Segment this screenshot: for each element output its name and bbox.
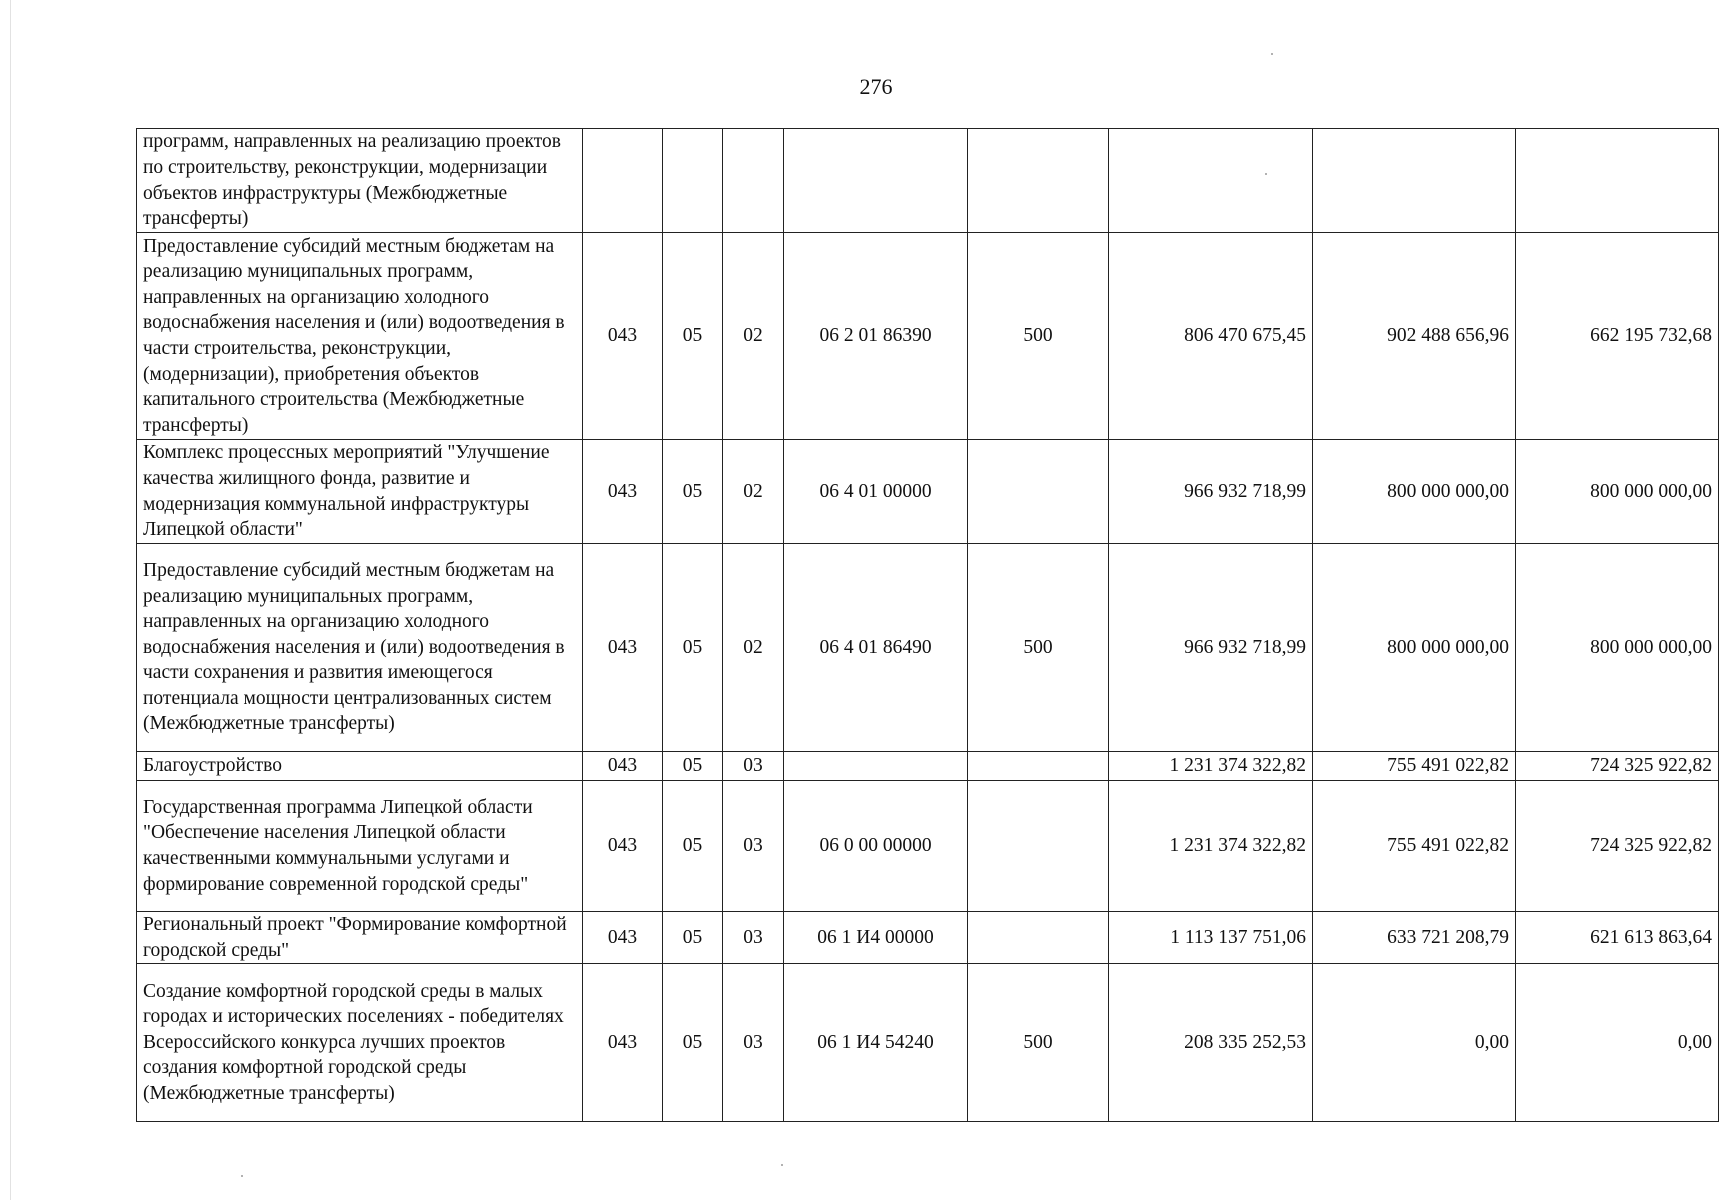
item-name: Предоставление субсидий местным бюджетам на реализацию муниципальных программ, направленных на организацию холодного водоснабжения населения и (или) водоотведения в части строительства, реконструкции, (модернизации), приобретения объектов капитального строительства (Межбюджетные трансферты) (137, 233, 583, 440)
subsection-code: 03 (723, 752, 784, 781)
target-article-code: 06 1 И4 00000 (784, 912, 968, 964)
scan-speck (1265, 173, 1267, 175)
ministry-code: 043 (583, 233, 663, 440)
amount-year-1: 1 231 374 322,82 (1109, 752, 1313, 781)
subsection-code: 02 (723, 233, 784, 440)
target-article-code: 06 1 И4 54240 (784, 964, 968, 1122)
item-name: Региональный проект "Формирование комфортной городской среды" (137, 912, 583, 964)
ministry-code: 043 (583, 440, 663, 544)
table-row (137, 964, 1719, 1122)
amount-year-3: 724 325 922,82 (1516, 781, 1719, 912)
budget-table (136, 128, 1719, 1122)
target-article-code (784, 129, 968, 233)
expense-type-code (968, 440, 1109, 544)
subsection-code: 03 (723, 964, 784, 1122)
item-name: Благоустройство (137, 752, 583, 781)
subsection-code: 03 (723, 781, 784, 912)
target-article-code (784, 752, 968, 781)
table-row (137, 752, 1719, 781)
item-name: Предоставление субсидий местным бюджетам на реализацию муниципальных программ, направленных на организацию холодного водоснабжения населения и (или) водоотведения в части сохранения и развития имеющегося потенциала мощности централизованных систем (Межбюджетные трансферты) (137, 544, 583, 752)
amount-year-3: 621 613 863,64 (1516, 912, 1719, 964)
page-edge (10, 0, 11, 1200)
section-code: 05 (663, 912, 723, 964)
amount-year-2: 0,00 (1313, 964, 1516, 1122)
amount-year-3 (1516, 129, 1719, 233)
amount-year-1 (1109, 129, 1313, 233)
amount-year-3: 724 325 922,82 (1516, 752, 1719, 781)
section-code: 05 (663, 964, 723, 1122)
section-code: 05 (663, 752, 723, 781)
target-article-code: 06 0 00 00000 (784, 781, 968, 912)
table-body (137, 129, 1719, 1122)
ministry-code: 043 (583, 912, 663, 964)
target-article-code: 06 4 01 00000 (784, 440, 968, 544)
item-name: программ, направленных на реализацию проектов по строительству, реконструкции, модернизации объектов инфраструктуры (Межбюджетные трансферты) (137, 129, 583, 233)
table-row (137, 912, 1719, 964)
table-row (137, 544, 1719, 752)
subsection-code: 02 (723, 440, 784, 544)
expense-type-code (968, 912, 1109, 964)
item-name: Комплекс процессных мероприятий "Улучшение качества жилищного фонда, развитие и модернизация коммунальной инфраструктуры Липецкой области" (137, 440, 583, 544)
amount-year-2: 633 721 208,79 (1313, 912, 1516, 964)
target-article-code: 06 2 01 86390 (784, 233, 968, 440)
subsection-code: 03 (723, 912, 784, 964)
expense-type-code (968, 129, 1109, 233)
table-row (137, 129, 1719, 233)
amount-year-2: 902 488 656,96 (1313, 233, 1516, 440)
table-row (137, 440, 1719, 544)
ministry-code: 043 (583, 781, 663, 912)
section-code: 05 (663, 781, 723, 912)
expense-type-code: 500 (968, 964, 1109, 1122)
amount-year-2 (1313, 129, 1516, 233)
ministry-code: 043 (583, 752, 663, 781)
amount-year-3: 800 000 000,00 (1516, 440, 1719, 544)
amount-year-1: 208 335 252,53 (1109, 964, 1313, 1122)
amount-year-3: 800 000 000,00 (1516, 544, 1719, 752)
scan-speck (781, 1164, 783, 1166)
amount-year-2: 755 491 022,82 (1313, 781, 1516, 912)
item-name: Создание комфортной городской среды в малых городах и исторических поселениях - победителях Всероссийского конкурса лучших проектов создания комфортной городской среды (Межбюджетные трансферты) (137, 964, 583, 1122)
expense-type-code (968, 781, 1109, 912)
amount-year-1: 806 470 675,45 (1109, 233, 1313, 440)
amount-year-2: 800 000 000,00 (1313, 440, 1516, 544)
page-number: 276 (859, 74, 893, 99)
subsection-code (723, 129, 784, 233)
amount-year-2: 755 491 022,82 (1313, 752, 1516, 781)
item-name: Государственная программа Липецкой области "Обеспечение населения Липецкой области качественными коммунальными услугами и формирование современной городской среды" (137, 781, 583, 912)
amount-year-1: 1 113 137 751,06 (1109, 912, 1313, 964)
scan-speck (241, 1175, 243, 1177)
expense-type-code (968, 752, 1109, 781)
amount-year-1: 966 932 718,99 (1109, 544, 1313, 752)
ministry-code: 043 (583, 964, 663, 1122)
section-code: 05 (663, 544, 723, 752)
ministry-code (583, 129, 663, 233)
target-article-code: 06 4 01 86490 (784, 544, 968, 752)
expense-type-code: 500 (968, 544, 1109, 752)
section-code: 05 (663, 233, 723, 440)
amount-year-3: 662 195 732,68 (1516, 233, 1719, 440)
ministry-code: 043 (583, 544, 663, 752)
table-row (137, 781, 1719, 912)
amount-year-2: 800 000 000,00 (1313, 544, 1516, 752)
section-code: 05 (663, 440, 723, 544)
subsection-code: 02 (723, 544, 784, 752)
amount-year-1: 966 932 718,99 (1109, 440, 1313, 544)
scan-speck (1271, 53, 1273, 55)
expense-type-code: 500 (968, 233, 1109, 440)
table-row (137, 233, 1719, 440)
section-code (663, 129, 723, 233)
amount-year-3: 0,00 (1516, 964, 1719, 1122)
amount-year-1: 1 231 374 322,82 (1109, 781, 1313, 912)
